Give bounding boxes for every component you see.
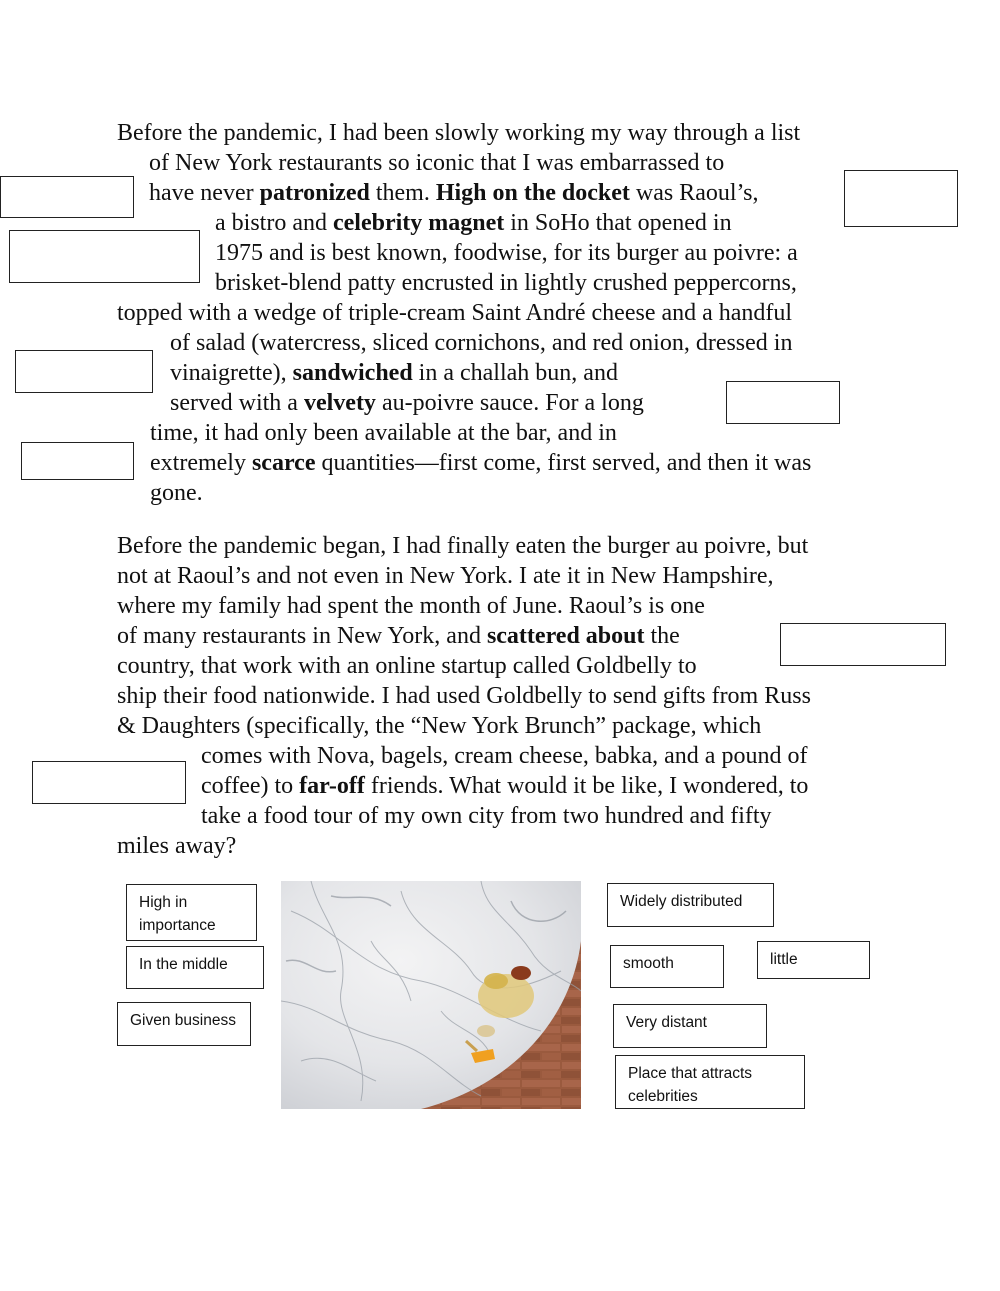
text-segment: of New York restaurants so iconic that I was embarrassed to	[149, 150, 725, 176]
p2-line-4	[117, 621, 680, 651]
option-given-business[interactable]: Given business	[117, 1002, 251, 1046]
bold-vocab-word: scattered about	[486, 623, 645, 649]
marble-table-photo	[281, 881, 581, 1109]
p2-line-3	[117, 591, 705, 621]
drop-zone-high-on-the-docket[interactable]	[844, 170, 958, 227]
bold-vocab-word: patronized	[259, 180, 370, 206]
drop-zone-scattered-about[interactable]	[780, 623, 946, 666]
drop-zone-sandwiched[interactable]	[15, 350, 153, 393]
text-segment: au-poivre sauce. For a long	[375, 390, 644, 416]
text-segment: was Raoul’s,	[629, 180, 759, 206]
p1-line-10	[170, 388, 644, 418]
text-segment: miles away?	[117, 833, 237, 859]
p2-line-11	[117, 831, 236, 861]
text-segment: time, it had only been available at the bar, and in	[150, 420, 617, 446]
text-segment: take a food tour of my own city from two hundred and fifty	[201, 803, 772, 829]
p1-line-5	[215, 238, 798, 268]
option-in-the-middle[interactable]: In the middle	[126, 946, 264, 989]
p1-line-7	[117, 298, 792, 328]
p2-line-8	[201, 741, 807, 771]
text-segment: served with a	[170, 390, 304, 416]
option-little[interactable]: little	[757, 941, 870, 979]
p1-line-8	[170, 328, 792, 358]
text-segment: in a challah bun, and	[412, 360, 618, 386]
p1-line-6	[215, 268, 797, 298]
p2-line-9	[201, 771, 808, 801]
text-segment: country, that work with an online startup called Goldbelly to	[117, 653, 697, 679]
text-segment: not at Raoul’s and not even in New York. I ate it in New Hampshire,	[117, 563, 774, 589]
p1-line-1	[117, 118, 800, 148]
p1-line-3	[149, 178, 759, 208]
p1-line-2	[149, 148, 724, 178]
bold-vocab-word: far-off	[299, 773, 365, 799]
p2-line-2	[117, 561, 774, 591]
drop-zone-patronized[interactable]	[0, 176, 134, 218]
text-segment: in SoHo that opened in	[504, 210, 732, 236]
option-high-in-importance[interactable]: High in importance	[126, 884, 257, 941]
bold-vocab-word: sandwiched	[292, 360, 413, 386]
p1-line-12	[150, 448, 811, 478]
p1-line-13	[150, 478, 203, 508]
p2-line-10	[201, 801, 772, 831]
text-segment: & Daughters (specifically, the “New York Brunch” package, which	[117, 713, 762, 739]
p2-line-7	[117, 711, 761, 741]
p1-line-9	[170, 358, 618, 388]
text-segment: Before the pandemic, I had been slowly working my way through a list	[117, 120, 801, 146]
option-smooth[interactable]: smooth	[610, 945, 724, 988]
p1-line-4	[215, 208, 732, 238]
drop-zone-far-off[interactable]	[32, 761, 186, 804]
text-segment: where my family had spent the month of June. Raoul’s is one	[117, 593, 705, 619]
drop-zone-scarce[interactable]	[21, 442, 134, 480]
p2-line-6	[117, 681, 811, 711]
text-segment: a bistro and	[215, 210, 333, 236]
text-segment: ship their food nationwide. I had used Goldbelly to send gifts from Russ	[117, 683, 811, 709]
option-widely-distributed[interactable]: Widely distributed	[607, 883, 774, 927]
bold-vocab-word: High on the docket	[435, 180, 630, 206]
drop-zone-celebrity-magnet[interactable]	[9, 230, 200, 283]
text-segment: the	[644, 623, 680, 649]
text-segment: 1975 and is best known, foodwise, for its burger au poivre: a	[215, 240, 798, 266]
text-segment: brisket-blend patty encrusted in lightly crushed peppercorns,	[215, 270, 797, 296]
text-segment: coffee) to	[201, 773, 300, 799]
text-segment: them.	[369, 180, 436, 206]
bold-vocab-word: velvety	[303, 390, 376, 416]
option-place-that-attracts-celebrities[interactable]: Place that attracts celebrities	[615, 1055, 805, 1109]
bold-vocab-word: celebrity magnet	[332, 210, 505, 236]
text-segment: have never	[149, 180, 260, 206]
text-segment: extremely	[150, 450, 252, 476]
text-segment: Before the pandemic began, I had finally eaten the burger au poivre, but	[117, 533, 809, 559]
text-segment: gone.	[150, 480, 203, 506]
text-segment: friends. What would it be like, I wondered, to	[364, 773, 809, 799]
p2-line-5	[117, 651, 697, 681]
drop-zone-velvety[interactable]	[726, 381, 840, 424]
text-segment: of many restaurants in New York, and	[117, 623, 487, 649]
text-segment: of salad (watercress, sliced cornichons, and red onion, dressed in	[170, 330, 793, 356]
p1-line-11	[150, 418, 617, 448]
bold-vocab-word: scarce	[251, 450, 316, 476]
p2-line-1	[117, 531, 808, 561]
text-segment: vinaigrette),	[170, 360, 293, 386]
option-very-distant[interactable]: Very distant	[613, 1004, 767, 1048]
text-segment: topped with a wedge of triple-cream Saint André cheese and a handful	[117, 300, 793, 326]
text-segment: comes with Nova, bagels, cream cheese, babka, and a pound of	[201, 743, 808, 769]
text-segment: quantities—first come, first served, and then it was	[315, 450, 812, 476]
